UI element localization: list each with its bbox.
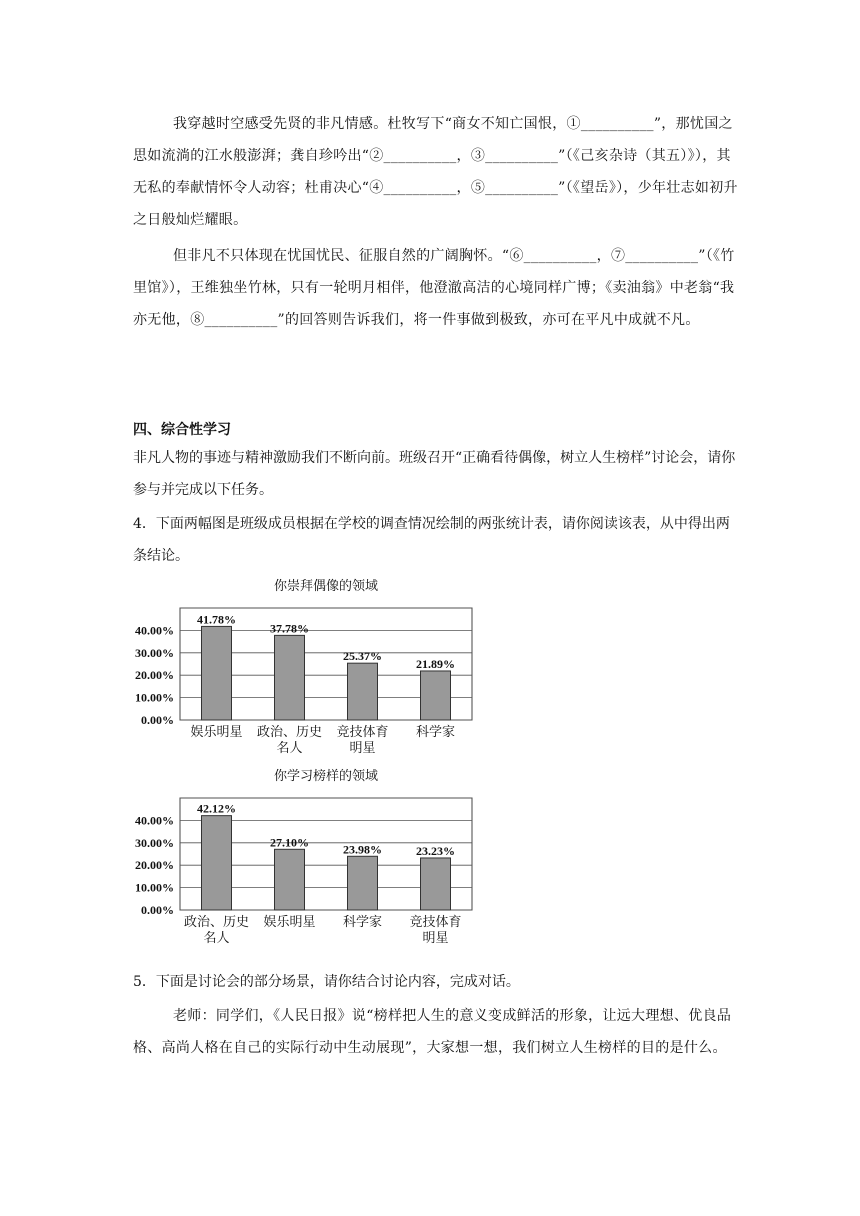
role-model-chart-svg <box>126 764 486 960</box>
bar <box>421 671 451 720</box>
data-label: 42.12% <box>197 801 236 816</box>
category-label: 竞技体育 <box>336 724 389 739</box>
category-label: 娱乐明星 <box>190 724 243 739</box>
y-tick-label: 20.00% <box>135 668 174 683</box>
bar <box>421 858 451 910</box>
bar <box>275 849 305 910</box>
data-label: 37.78% <box>270 621 309 636</box>
chart-title: 你学习榜样的领域 <box>273 768 379 783</box>
bar <box>202 816 232 910</box>
bar <box>202 626 232 720</box>
teacher-dialogue: 老师：同学们，《人民日报》说“榜样把人生的意义变成鲜活的形象，让远大理想、优良品格、高尚人格在自己的实际行动中生动展现”，大家想一想，我们树立人生榜样的目的是什么。 <box>133 1008 732 1056</box>
role-model-chart <box>126 764 486 960</box>
y-tick-label: 40.00% <box>135 813 174 828</box>
category-label: 政治、历史 <box>256 724 323 739</box>
data-label: 21.89% <box>416 656 455 671</box>
category-label: 明星 <box>422 930 449 945</box>
y-tick-label: 10.00% <box>135 880 174 895</box>
y-tick-label: 0.00% <box>141 903 174 917</box>
bar <box>348 663 378 720</box>
poetry-paragraph-2: 但非凡不只体现在忧国忧民、征服自然的广阔胸怀。“⑥__________，⑦__________”（《竹里馆》），王维独坐竹林，只有一轮明月相伴，他澄澈高洁的心境同样广博；《卖油翁》中老翁“我亦无他，⑧__________”的回答则告诉我们，将一件事做到极致，亦可在平凡中成就不凡。 <box>133 248 735 328</box>
y-tick-label: 10.00% <box>135 690 174 705</box>
y-tick-label: 20.00% <box>135 858 174 873</box>
data-label: 23.98% <box>343 842 382 857</box>
category-label: 政治、历史 <box>183 914 250 929</box>
data-label: 27.10% <box>270 835 309 850</box>
category-label: 名人 <box>276 740 303 755</box>
category-label: 科学家 <box>415 724 456 739</box>
question-4: 4．下面两幅图是班级成员根据在学校的调查情况绘制的两张统计表，请你阅读该表，从中得出两条结论。 <box>133 516 730 564</box>
y-tick-label: 40.00% <box>135 623 174 638</box>
category-label: 明星 <box>349 740 376 755</box>
chart-title: 你崇拜偶像的领域 <box>273 578 379 593</box>
data-label: 23.23% <box>416 843 455 858</box>
idol-chart-svg <box>126 574 486 764</box>
category-label: 科学家 <box>342 914 383 929</box>
poetry-paragraph-1: 我穿越时空感受先贤的非凡情感。杜牧写下“商女不知亡国恨，①__________”，那忧国之思如流淌的江水般澎湃；龚自珍吟出“②__________，③__________”（《己亥杂诗（其五）》），其无私的奉献情怀令人动容；杜甫决心“④__________，⑤__________”（《望岳》），少年壮志如初升之日般灿烂耀眼。 <box>133 116 738 228</box>
category-label: 名人 <box>203 930 230 945</box>
y-tick-label: 30.00% <box>135 835 174 850</box>
section-title: 四、综合性学习 <box>133 422 231 438</box>
y-tick-label: 0.00% <box>141 713 174 727</box>
data-label: 41.78% <box>197 612 236 627</box>
category-label: 竞技体育 <box>409 914 462 929</box>
category-label: 娱乐明星 <box>263 914 316 929</box>
question-5: 5．下面是讨论会的部分场景，请你结合讨论内容，完成对话。 <box>133 974 520 990</box>
bar <box>348 856 378 910</box>
bar <box>275 635 305 720</box>
section-intro: 非凡人物的事迹与精神激励我们不断向前。班级召开“正确看待偶像，树立人生榜样”讨论会，请你参与并完成以下任务。 <box>133 450 736 498</box>
data-label: 25.37% <box>343 649 382 664</box>
y-tick-label: 30.00% <box>135 645 174 660</box>
idol-chart <box>126 574 486 764</box>
